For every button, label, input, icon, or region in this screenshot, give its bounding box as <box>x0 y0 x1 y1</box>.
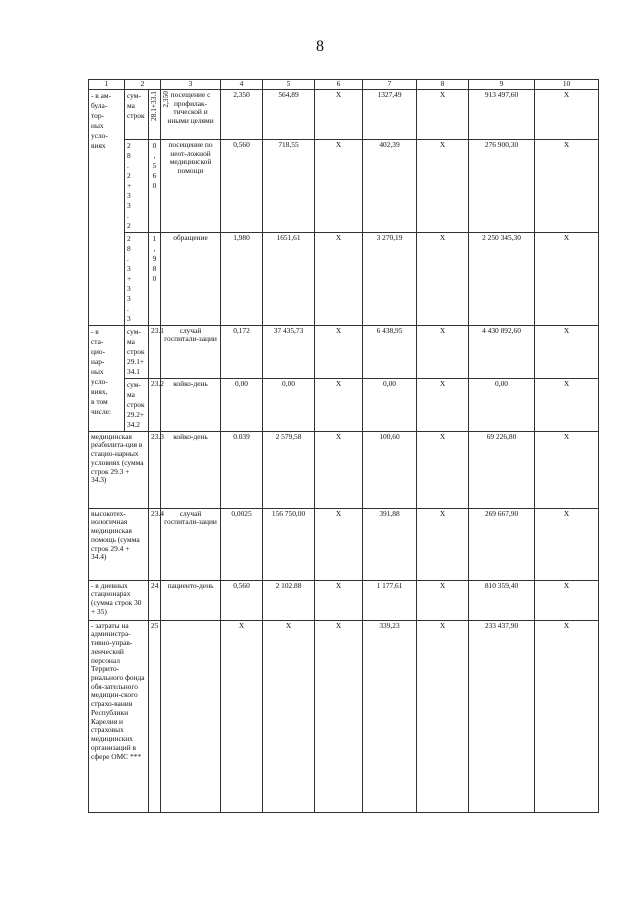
value-cell: 4 430 892,60 <box>469 325 535 378</box>
row-code: 23.2 <box>149 378 161 431</box>
value-cell: X <box>417 90 469 140</box>
value-cell: X <box>417 232 469 325</box>
value-cell: 233 437,90 <box>469 620 535 812</box>
row-code: 23.1 <box>149 325 161 378</box>
row-label-hitech: высокотех-нологичная медицинская помощь (сумма строк 29.4 + 34.4) <box>89 508 149 580</box>
col-header-3: 3 <box>161 80 221 90</box>
value-cell: X <box>535 431 599 508</box>
value-cell: 913 497,60 <box>469 90 535 140</box>
value-cell: 564,89 <box>263 90 315 140</box>
value-cell: X <box>315 90 363 140</box>
col-header-1: 1 <box>89 80 125 90</box>
value-cell: X <box>315 140 363 233</box>
col-header-8: 8 <box>417 80 469 90</box>
table-row <box>89 580 599 620</box>
col-header-9: 9 <box>469 80 535 90</box>
value-cell: 276 900,30 <box>469 140 535 233</box>
row-code-stack: 2 8 . 2 + 3 3 . 2 <box>125 140 149 233</box>
vertical-code: 28.1+33.1 <box>149 91 158 122</box>
value-cell: 718,55 <box>263 140 315 233</box>
value-cell: X <box>535 232 599 325</box>
value-cell: X <box>417 378 469 431</box>
col-header-6: 6 <box>315 80 363 90</box>
table-row <box>89 325 599 378</box>
value-cell: X <box>315 378 363 431</box>
value-cell: 69 226,80 <box>469 431 535 508</box>
value-cell: X <box>263 620 315 812</box>
value-cell: 391,88 <box>363 508 417 580</box>
value-cell: X <box>535 508 599 580</box>
value-cell: X <box>535 378 599 431</box>
value-cell: 0.039 <box>221 431 263 508</box>
row-code-stack: 0 , 5 6 0 <box>149 140 161 233</box>
value-cell: X <box>417 431 469 508</box>
value-cell: X <box>535 620 599 812</box>
value-cell: 0,00 <box>363 378 417 431</box>
value-cell: X <box>535 325 599 378</box>
unit-cell: посещение по неот-ложной медицинской помощи <box>161 140 221 233</box>
row-code: 24 <box>149 580 161 620</box>
value-cell: 1 177,61 <box>363 580 417 620</box>
table-row <box>89 232 599 325</box>
row-label-rehab: медицинская реабилита-ция в стацио-нарных условиях (сумма строк 29.3 + 34.3) <box>89 431 149 508</box>
value-cell: X <box>315 508 363 580</box>
value-cell: 0,560 <box>221 580 263 620</box>
unit-cell: случай госпитали-зации <box>161 325 221 378</box>
table-row <box>89 140 599 233</box>
row-code-stack: 2 8 . 3 + 3 3 . 3 <box>125 232 149 325</box>
value-cell: 1327,49 <box>363 90 417 140</box>
value-cell: 0,560 <box>221 140 263 233</box>
value-cell: 2 102.88 <box>263 580 315 620</box>
row-label-day-hospital: - в дневных стационарах (сумма строк 30 + 35) <box>89 580 149 620</box>
value-cell: X <box>315 232 363 325</box>
unit-cell: обращение <box>161 232 221 325</box>
row-code: 23.3 <box>149 431 161 508</box>
value-cell: X <box>535 140 599 233</box>
row-code-stack: 1 , 9 8 0 <box>149 232 161 325</box>
value-cell: 0,00 <box>263 378 315 431</box>
value-cell: 100,60 <box>363 431 417 508</box>
value-cell: 0,0025 <box>221 508 263 580</box>
value-cell: X <box>315 431 363 508</box>
col-header-4: 4 <box>221 80 263 90</box>
value-cell: 2 250 345,30 <box>469 232 535 325</box>
value-cell: 1651,61 <box>263 232 315 325</box>
value-cell: X <box>315 580 363 620</box>
row-code: 25 <box>149 620 161 812</box>
value-cell: X <box>417 580 469 620</box>
value-cell: 269 667,90 <box>469 508 535 580</box>
row-code-vertical <box>149 90 170 140</box>
value-cell: X <box>417 620 469 812</box>
value-cell: 1,980 <box>221 232 263 325</box>
unit-cell: посещение с профилак-тической и иными целями <box>161 90 221 140</box>
vertical-value: 2,350 <box>160 91 170 108</box>
value-cell: 0,00 <box>469 378 535 431</box>
col-header-7: 7 <box>363 80 417 90</box>
value-cell: 402,39 <box>363 140 417 233</box>
value-cell: X <box>221 620 263 812</box>
value-cell: 156 750,00 <box>263 508 315 580</box>
unit-cell: случай госпитали-зации <box>161 508 221 580</box>
unit-cell: пациенто-день <box>161 580 221 620</box>
unit-cell: койко-день <box>161 431 221 508</box>
column-header-row <box>89 80 599 90</box>
value-cell: 3 270,19 <box>363 232 417 325</box>
table-row <box>89 431 599 508</box>
table-row <box>89 620 599 812</box>
value-cell: 6 438,95 <box>363 325 417 378</box>
value-cell: 2,350 <box>221 90 263 140</box>
table-row <box>89 508 599 580</box>
value-cell: 0,00 <box>221 378 263 431</box>
unit-cell: койко-день <box>161 378 221 431</box>
value-cell: 810 359,40 <box>469 580 535 620</box>
value-cell: 2 579,58 <box>263 431 315 508</box>
row-code: 23.4 <box>149 508 161 580</box>
row-code-label: сум- ма строк <box>125 90 149 140</box>
value-cell: X <box>417 140 469 233</box>
page-number: 8 <box>316 38 324 55</box>
unit-cell <box>161 620 221 812</box>
table-row <box>89 378 599 431</box>
value-cell: X <box>417 508 469 580</box>
value-cell: X <box>315 620 363 812</box>
value-cell: 0,172 <box>221 325 263 378</box>
row-code-label: сум- ма строк 29.2+ 34.2 <box>125 378 149 431</box>
expenses-table <box>88 79 599 813</box>
col-header-5: 5 <box>263 80 315 90</box>
value-cell: 37 435,73 <box>263 325 315 378</box>
row-label-admin-costs: - затраты на администра-тивно-управ-ленческий персонал Террито-риального фонда обя-зательного медицин-ского страхо-вания Республики Карелия и страховых медицинских организаций в сфере ОМС *** <box>89 620 149 812</box>
value-cell: 339,23 <box>363 620 417 812</box>
row-label-ambulatory: - в ам- була- тор- ных усло- виях <box>89 90 125 326</box>
row-label-stationary: - в ста- цио- нар- ных усло- виях, в том числе: <box>89 325 125 431</box>
value-cell: X <box>417 325 469 378</box>
value-cell: X <box>315 325 363 378</box>
table-row <box>89 90 599 140</box>
col-header-2: 2 <box>125 80 161 90</box>
row-code-label: сум- ма строк 29.1+ 34.1 <box>125 325 149 378</box>
value-cell: X <box>535 90 599 140</box>
col-header-10: 10 <box>535 80 599 90</box>
value-cell: X <box>535 580 599 620</box>
